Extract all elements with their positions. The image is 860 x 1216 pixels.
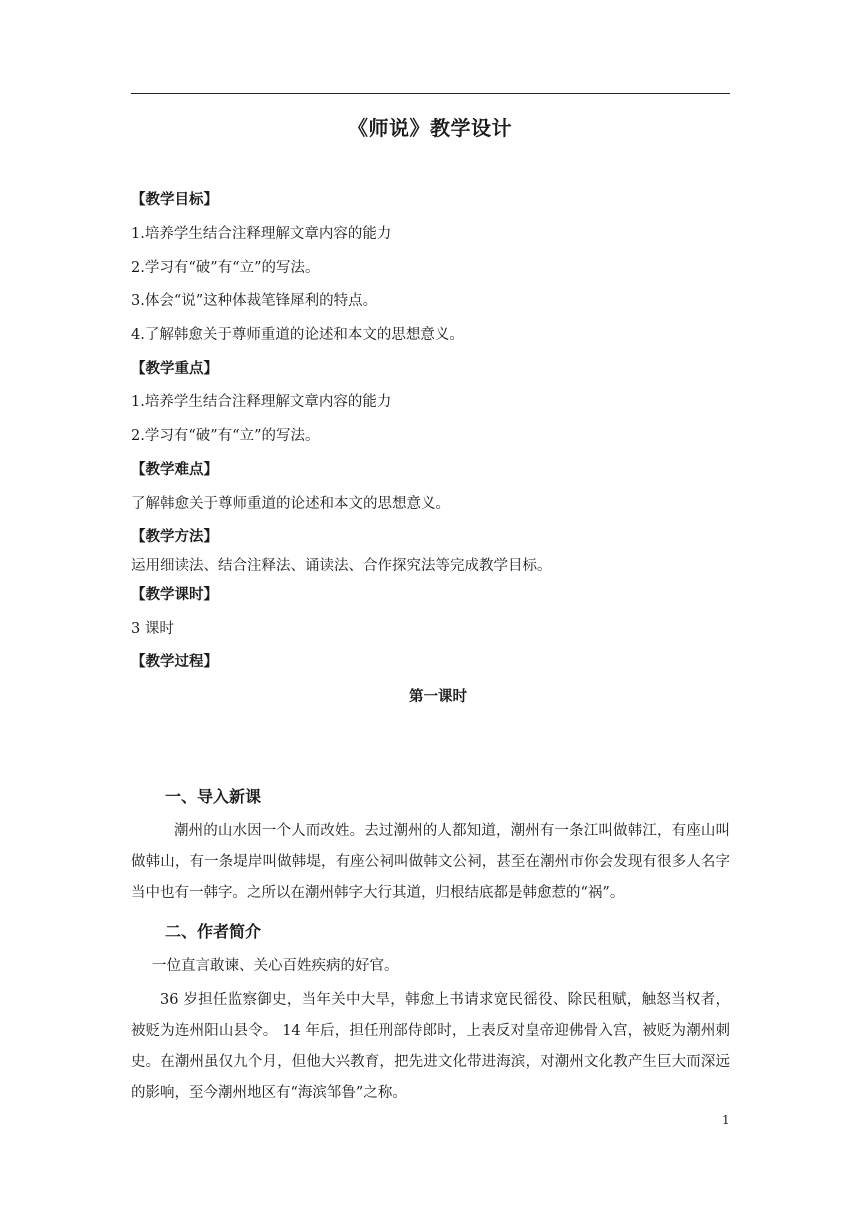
hours-heading: 【教学课时】	[131, 586, 218, 603]
hours-text: 3 课时	[131, 621, 174, 637]
header-rule	[131, 93, 730, 94]
key-points-heading: 【教学重点】	[131, 360, 218, 377]
objectives-heading: 【教学目标】	[131, 191, 218, 208]
section2-paragraph: 36 岁担任监察御史，当年关中大旱，韩愈上书请求宽民徭役、除民租赋，触怒当权者，被贬为连州阳山县令。 14 年后，担任刑部侍郎时，上表反对皇帝迎佛骨入宫，被贬为潮州刺史。在潮州虽仅九个月，但他大兴教育，把先进文化带进海滨，对潮州文化教产生巨大而深远的影响，至今潮州地区有“海滨邹鲁”之称。	[131, 992, 730, 1101]
methods-text: 运用细读法、结合注释法、诵读法、合作探究法等完成教学目标。	[131, 558, 552, 574]
difficulties-text: 了解韩愈关于尊师重道的论述和本文的思想意义。	[131, 496, 450, 512]
page-title: 《师说》教学设计	[348, 116, 512, 140]
objective-item: 2.学习有“破”有“立”的写法。	[131, 260, 320, 276]
objective-item: 1.培养学生结合注释理解文章内容的能力	[131, 226, 392, 242]
key-point-item: 2.学习有“破”有“立”的写法。	[131, 428, 320, 444]
section2-heading: 二、作者简介	[165, 922, 262, 941]
lesson-title: 第一课时	[409, 688, 467, 705]
section1-heading: 一、导入新课	[165, 787, 262, 806]
methods-heading: 【教学方法】	[131, 528, 218, 545]
objective-item: 3.体会“说”这种体裁笔锋犀利的特点。	[131, 293, 378, 309]
page-number: 1	[722, 1113, 730, 1127]
section1-paragraph: 潮州的山水因一个人而改姓。去过潮州的人都知道，潮州有一条江叫做韩江，有座山叫做韩山，有一条堤岸叫做韩堤，有座公祠叫做韩文公祠，甚至在潮州市你会发现有很多人名字当中也有一韩字。之所以在潮州韩字大行其道，归根结底都是韩愈惹的“祸”。	[131, 823, 730, 901]
process-heading: 【教学过程】	[131, 653, 218, 670]
difficulties-heading: 【教学难点】	[131, 461, 218, 478]
key-point-item: 1.培养学生结合注释理解文章内容的能力	[131, 394, 392, 410]
objective-item: 4.了解韩愈关于尊师重道的论述和本文的思想意义。	[131, 327, 464, 343]
section2-intro: 一位直言敢谏、关心百姓疾病的好官。	[152, 958, 399, 974]
